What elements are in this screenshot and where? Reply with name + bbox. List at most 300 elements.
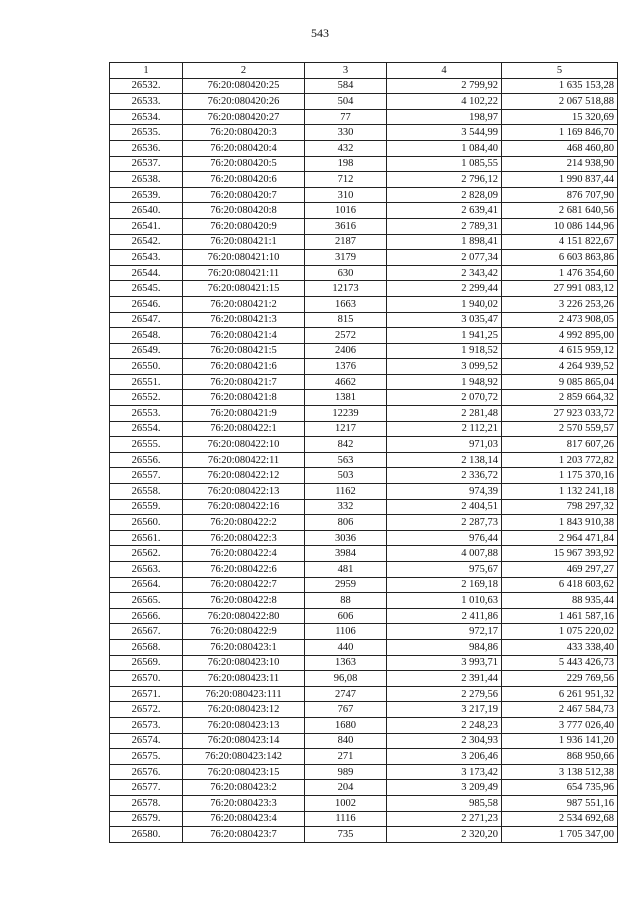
unit-value-cell: 3 099,52 bbox=[387, 359, 502, 375]
unit-value-cell: 984,86 bbox=[387, 639, 502, 655]
area-cell: 88 bbox=[305, 593, 387, 609]
cadastral-number-cell: 76:20:080422:2 bbox=[183, 515, 305, 531]
cadastral-number-cell: 76:20:080422:7 bbox=[183, 577, 305, 593]
unit-value-cell: 1 084,40 bbox=[387, 140, 502, 156]
cadastral-number-cell: 76:20:080423:1 bbox=[183, 639, 305, 655]
row-index-cell: 26576. bbox=[110, 764, 183, 780]
area-cell: 504 bbox=[305, 94, 387, 110]
cadastral-number-cell: 76:20:080423:3 bbox=[183, 795, 305, 811]
area-cell: 1663 bbox=[305, 296, 387, 312]
cadastral-value-cell: 1 169 846,70 bbox=[502, 125, 618, 141]
row-index-cell: 26568. bbox=[110, 639, 183, 655]
cadastral-value-cell: 15 967 393,92 bbox=[502, 546, 618, 562]
cadastral-number-cell: 76:20:080420:7 bbox=[183, 187, 305, 203]
table-row bbox=[110, 234, 618, 250]
row-index-cell: 26558. bbox=[110, 484, 183, 500]
area-cell: 481 bbox=[305, 562, 387, 578]
row-index-cell: 26563. bbox=[110, 562, 183, 578]
column-header-unit-value: 4 bbox=[387, 63, 502, 79]
cadastral-value-cell: 654 735,96 bbox=[502, 780, 618, 796]
table-row bbox=[110, 125, 618, 141]
row-index-cell: 26553. bbox=[110, 406, 183, 422]
row-index-cell: 26548. bbox=[110, 328, 183, 344]
table-row bbox=[110, 546, 618, 562]
row-index-cell: 26557. bbox=[110, 468, 183, 484]
unit-value-cell: 2 138,14 bbox=[387, 452, 502, 468]
unit-value-cell: 3 035,47 bbox=[387, 312, 502, 328]
row-index-cell: 26564. bbox=[110, 577, 183, 593]
area-cell: 1680 bbox=[305, 717, 387, 733]
unit-value-cell: 1 948,92 bbox=[387, 374, 502, 390]
cadastral-number-cell: 76:20:080423:2 bbox=[183, 780, 305, 796]
row-index-cell: 26555. bbox=[110, 437, 183, 453]
unit-value-cell: 2 299,44 bbox=[387, 281, 502, 297]
row-index-cell: 26532. bbox=[110, 78, 183, 94]
row-index-cell: 26546. bbox=[110, 296, 183, 312]
area-cell: 1376 bbox=[305, 359, 387, 375]
cadastral-number-cell: 76:20:080422:12 bbox=[183, 468, 305, 484]
row-index-cell: 26539. bbox=[110, 187, 183, 203]
unit-value-cell: 3 544,99 bbox=[387, 125, 502, 141]
cadastral-number-cell: 76:20:080422:10 bbox=[183, 437, 305, 453]
unit-value-cell: 2 796,12 bbox=[387, 172, 502, 188]
cadastral-number-cell: 76:20:080421:2 bbox=[183, 296, 305, 312]
cadastral-number-cell: 76:20:080420:5 bbox=[183, 156, 305, 172]
cadastral-number-cell: 76:20:080422:6 bbox=[183, 562, 305, 578]
cadastral-value-cell: 987 551,16 bbox=[502, 795, 618, 811]
table-row bbox=[110, 468, 618, 484]
unit-value-cell: 2 411,86 bbox=[387, 608, 502, 624]
row-index-cell: 26554. bbox=[110, 421, 183, 437]
table-row bbox=[110, 296, 618, 312]
cadastral-number-cell: 76:20:080422:3 bbox=[183, 530, 305, 546]
area-cell: 712 bbox=[305, 172, 387, 188]
cadastral-number-cell: 76:20:080421:9 bbox=[183, 406, 305, 422]
unit-value-cell: 2 287,73 bbox=[387, 515, 502, 531]
unit-value-cell: 1 940,02 bbox=[387, 296, 502, 312]
cadastral-value-cell: 2 570 559,57 bbox=[502, 421, 618, 437]
cadastral-value-cell: 27 923 033,72 bbox=[502, 406, 618, 422]
row-index-cell: 26533. bbox=[110, 94, 183, 110]
row-index-cell: 26544. bbox=[110, 265, 183, 281]
cadastral-value-cell: 27 991 083,12 bbox=[502, 281, 618, 297]
area-cell: 2187 bbox=[305, 234, 387, 250]
cadastral-value-cell: 3 226 253,26 bbox=[502, 296, 618, 312]
cadastral-value-cell: 817 607,26 bbox=[502, 437, 618, 453]
unit-value-cell: 3 217,19 bbox=[387, 702, 502, 718]
cadastral-number-cell: 76:20:080423:15 bbox=[183, 764, 305, 780]
table-row bbox=[110, 671, 618, 687]
table-row bbox=[110, 140, 618, 156]
table-row bbox=[110, 593, 618, 609]
area-cell: 989 bbox=[305, 764, 387, 780]
area-cell: 12173 bbox=[305, 281, 387, 297]
cadastral-number-cell: 76:20:080420:3 bbox=[183, 125, 305, 141]
table-row bbox=[110, 624, 618, 640]
row-index-cell: 26537. bbox=[110, 156, 183, 172]
cadastral-value-cell: 2 534 692,68 bbox=[502, 811, 618, 827]
cadastral-value-cell: 15 320,69 bbox=[502, 109, 618, 125]
area-cell: 3984 bbox=[305, 546, 387, 562]
area-cell: 330 bbox=[305, 125, 387, 141]
cadastral-value-cell: 9 085 865,04 bbox=[502, 374, 618, 390]
area-cell: 3179 bbox=[305, 250, 387, 266]
unit-value-cell: 4 102,22 bbox=[387, 94, 502, 110]
row-index-cell: 26534. bbox=[110, 109, 183, 125]
unit-value-cell: 2 169,18 bbox=[387, 577, 502, 593]
unit-value-cell: 2 336,72 bbox=[387, 468, 502, 484]
table-row bbox=[110, 577, 618, 593]
table-row bbox=[110, 484, 618, 500]
cadastral-number-cell: 76:20:080423:12 bbox=[183, 702, 305, 718]
table-row bbox=[110, 437, 618, 453]
cadastral-value-cell: 798 297,32 bbox=[502, 499, 618, 515]
row-index-cell: 26547. bbox=[110, 312, 183, 328]
unit-value-cell: 975,67 bbox=[387, 562, 502, 578]
cadastral-value-cell: 4 615 959,12 bbox=[502, 343, 618, 359]
row-index-cell: 26561. bbox=[110, 530, 183, 546]
cadastral-value-cell: 1 476 354,60 bbox=[502, 265, 618, 281]
cadastral-value-cell: 1 936 141,20 bbox=[502, 733, 618, 749]
cadastral-value-cell: 468 460,80 bbox=[502, 140, 618, 156]
area-cell: 1381 bbox=[305, 390, 387, 406]
unit-value-cell: 2 070,72 bbox=[387, 390, 502, 406]
cadastral-number-cell: 76:20:080421:3 bbox=[183, 312, 305, 328]
row-index-cell: 26579. bbox=[110, 811, 183, 827]
row-index-cell: 26575. bbox=[110, 749, 183, 765]
table-row bbox=[110, 795, 618, 811]
row-index-cell: 26566. bbox=[110, 608, 183, 624]
cadastral-value-cell: 6 418 603,62 bbox=[502, 577, 618, 593]
unit-value-cell: 198,97 bbox=[387, 109, 502, 125]
column-header-area: 3 bbox=[305, 63, 387, 79]
cadastral-number-cell: 76:20:080420:8 bbox=[183, 203, 305, 219]
cadastral-value-cell: 1 635 153,28 bbox=[502, 78, 618, 94]
unit-value-cell: 2 391,44 bbox=[387, 671, 502, 687]
row-index-cell: 26536. bbox=[110, 140, 183, 156]
cadastral-value-cell: 214 938,90 bbox=[502, 156, 618, 172]
table-row bbox=[110, 328, 618, 344]
table-row bbox=[110, 780, 618, 796]
unit-value-cell: 974,39 bbox=[387, 484, 502, 500]
table-row bbox=[110, 203, 618, 219]
cadastral-number-cell: 76:20:080421:5 bbox=[183, 343, 305, 359]
cadastral-value-cell: 229 769,56 bbox=[502, 671, 618, 687]
area-cell: 1002 bbox=[305, 795, 387, 811]
cadastral-value-cell: 1 461 587,16 bbox=[502, 608, 618, 624]
table-row bbox=[110, 515, 618, 531]
unit-value-cell: 2 789,31 bbox=[387, 218, 502, 234]
column-header-cadastral-value: 5 bbox=[502, 63, 618, 79]
cadastral-value-cell: 1 705 347,00 bbox=[502, 827, 618, 843]
area-cell: 198 bbox=[305, 156, 387, 172]
unit-value-cell: 972,17 bbox=[387, 624, 502, 640]
cadastral-value-cell: 2 067 518,88 bbox=[502, 94, 618, 110]
cadastral-value-cell: 4 151 822,67 bbox=[502, 234, 618, 250]
table-row bbox=[110, 702, 618, 718]
unit-value-cell: 971,03 bbox=[387, 437, 502, 453]
cadastral-number-cell: 76:20:080421:4 bbox=[183, 328, 305, 344]
cadastral-value-cell: 1 132 241,18 bbox=[502, 484, 618, 500]
cadastral-number-cell: 76:20:080420:4 bbox=[183, 140, 305, 156]
area-cell: 563 bbox=[305, 452, 387, 468]
table-row bbox=[110, 109, 618, 125]
area-cell: 440 bbox=[305, 639, 387, 655]
row-index-cell: 26574. bbox=[110, 733, 183, 749]
row-index-cell: 26572. bbox=[110, 702, 183, 718]
table-row bbox=[110, 172, 618, 188]
cadastral-number-cell: 76:20:080421:1 bbox=[183, 234, 305, 250]
table-row bbox=[110, 343, 618, 359]
row-index-cell: 26542. bbox=[110, 234, 183, 250]
row-index-cell: 26535. bbox=[110, 125, 183, 141]
unit-value-cell: 1 010,63 bbox=[387, 593, 502, 609]
table-row bbox=[110, 562, 618, 578]
unit-value-cell: 2 404,51 bbox=[387, 499, 502, 515]
unit-value-cell: 3 209,49 bbox=[387, 780, 502, 796]
area-cell: 2572 bbox=[305, 328, 387, 344]
cadastral-number-cell: 76:20:080421:8 bbox=[183, 390, 305, 406]
unit-value-cell: 976,44 bbox=[387, 530, 502, 546]
cadastral-number-cell: 76:20:080421:6 bbox=[183, 359, 305, 375]
row-index-cell: 26560. bbox=[110, 515, 183, 531]
table-row bbox=[110, 94, 618, 110]
table-row bbox=[110, 156, 618, 172]
cadastral-number-cell: 76:20:080422:80 bbox=[183, 608, 305, 624]
cadastral-number-cell: 76:20:080421:10 bbox=[183, 250, 305, 266]
cadastral-value-cell: 3 777 026,40 bbox=[502, 717, 618, 733]
cadastral-value-cell: 6 261 951,32 bbox=[502, 686, 618, 702]
table-row bbox=[110, 811, 618, 827]
area-cell: 12239 bbox=[305, 406, 387, 422]
cadastral-value-cell: 469 297,27 bbox=[502, 562, 618, 578]
area-cell: 1106 bbox=[305, 624, 387, 640]
area-cell: 310 bbox=[305, 187, 387, 203]
row-index-cell: 26570. bbox=[110, 671, 183, 687]
unit-value-cell: 2 077,34 bbox=[387, 250, 502, 266]
area-cell: 3616 bbox=[305, 218, 387, 234]
table-row bbox=[110, 749, 618, 765]
row-index-cell: 26552. bbox=[110, 390, 183, 406]
cadastral-number-cell: 76:20:080422:1 bbox=[183, 421, 305, 437]
unit-value-cell: 2 639,41 bbox=[387, 203, 502, 219]
unit-value-cell: 1 085,55 bbox=[387, 156, 502, 172]
cadastral-number-cell: 76:20:080422:11 bbox=[183, 452, 305, 468]
row-index-cell: 26580. bbox=[110, 827, 183, 843]
area-cell: 1217 bbox=[305, 421, 387, 437]
area-cell: 432 bbox=[305, 140, 387, 156]
unit-value-cell: 3 993,71 bbox=[387, 655, 502, 671]
row-index-cell: 26541. bbox=[110, 218, 183, 234]
row-index-cell: 26565. bbox=[110, 593, 183, 609]
cadastral-value-cell: 1 203 772,82 bbox=[502, 452, 618, 468]
cadastral-value-cell: 2 467 584,73 bbox=[502, 702, 618, 718]
area-cell: 4662 bbox=[305, 374, 387, 390]
cadastral-number-cell: 76:20:080423:111 bbox=[183, 686, 305, 702]
unit-value-cell: 2 304,93 bbox=[387, 733, 502, 749]
cadastral-value-cell: 4 264 939,52 bbox=[502, 359, 618, 375]
cadastral-number-cell: 76:20:080420:26 bbox=[183, 94, 305, 110]
area-cell: 606 bbox=[305, 608, 387, 624]
cadastral-value-cell: 1 990 837,44 bbox=[502, 172, 618, 188]
cadastral-value-cell: 868 950,66 bbox=[502, 749, 618, 765]
table-row bbox=[110, 608, 618, 624]
unit-value-cell: 1 941,25 bbox=[387, 328, 502, 344]
row-index-cell: 26573. bbox=[110, 717, 183, 733]
table-row bbox=[110, 655, 618, 671]
table-row bbox=[110, 281, 618, 297]
unit-value-cell: 1 918,52 bbox=[387, 343, 502, 359]
unit-value-cell: 2 281,48 bbox=[387, 406, 502, 422]
row-index-cell: 26578. bbox=[110, 795, 183, 811]
area-cell: 840 bbox=[305, 733, 387, 749]
column-header-cadastral-number: 2 bbox=[183, 63, 305, 79]
area-cell: 842 bbox=[305, 437, 387, 453]
cadastral-value-cell: 1 075 220,02 bbox=[502, 624, 618, 640]
area-cell: 1016 bbox=[305, 203, 387, 219]
area-cell: 1116 bbox=[305, 811, 387, 827]
row-index-cell: 26559. bbox=[110, 499, 183, 515]
cadastral-number-cell: 76:20:080423:11 bbox=[183, 671, 305, 687]
table-row bbox=[110, 452, 618, 468]
area-cell: 332 bbox=[305, 499, 387, 515]
column-header-index: 1 bbox=[110, 63, 183, 79]
cadastral-value-cell: 2 859 664,32 bbox=[502, 390, 618, 406]
table-row bbox=[110, 187, 618, 203]
cadastral-number-cell: 76:20:080423:7 bbox=[183, 827, 305, 843]
unit-value-cell: 2 271,23 bbox=[387, 811, 502, 827]
cadastral-value-cell: 88 935,44 bbox=[502, 593, 618, 609]
cadastral-number-cell: 76:20:080422:8 bbox=[183, 593, 305, 609]
row-index-cell: 26551. bbox=[110, 374, 183, 390]
row-index-cell: 26556. bbox=[110, 452, 183, 468]
unit-value-cell: 3 173,42 bbox=[387, 764, 502, 780]
cadastral-value-cell: 1 843 910,38 bbox=[502, 515, 618, 531]
table-row bbox=[110, 250, 618, 266]
cadastral-number-cell: 76:20:080423:13 bbox=[183, 717, 305, 733]
row-index-cell: 26567. bbox=[110, 624, 183, 640]
page-number: 543 bbox=[311, 26, 329, 40]
area-cell: 204 bbox=[305, 780, 387, 796]
unit-value-cell: 2 343,42 bbox=[387, 265, 502, 281]
unit-value-cell: 4 007,88 bbox=[387, 546, 502, 562]
row-index-cell: 26562. bbox=[110, 546, 183, 562]
table-row bbox=[110, 390, 618, 406]
cadastral-value-table bbox=[109, 62, 618, 843]
table-row bbox=[110, 78, 618, 94]
area-cell: 96,08 bbox=[305, 671, 387, 687]
table-row bbox=[110, 499, 618, 515]
row-index-cell: 26550. bbox=[110, 359, 183, 375]
area-cell: 735 bbox=[305, 827, 387, 843]
table-row bbox=[110, 764, 618, 780]
cadastral-number-cell: 76:20:080422:4 bbox=[183, 546, 305, 562]
cadastral-value-cell: 876 707,90 bbox=[502, 187, 618, 203]
cadastral-number-cell: 76:20:080422:9 bbox=[183, 624, 305, 640]
cadastral-number-cell: 76:20:080423:4 bbox=[183, 811, 305, 827]
table-row bbox=[110, 218, 618, 234]
row-index-cell: 26538. bbox=[110, 172, 183, 188]
row-index-cell: 26549. bbox=[110, 343, 183, 359]
cadastral-number-cell: 76:20:080423:14 bbox=[183, 733, 305, 749]
table-body bbox=[110, 78, 618, 842]
area-cell: 767 bbox=[305, 702, 387, 718]
cadastral-number-cell: 76:20:080421:11 bbox=[183, 265, 305, 281]
table-header-row bbox=[110, 63, 618, 79]
table-row bbox=[110, 639, 618, 655]
row-index-cell: 26543. bbox=[110, 250, 183, 266]
table-row bbox=[110, 374, 618, 390]
area-cell: 2747 bbox=[305, 686, 387, 702]
area-cell: 271 bbox=[305, 749, 387, 765]
cadastral-number-cell: 76:20:080423:10 bbox=[183, 655, 305, 671]
area-cell: 2959 bbox=[305, 577, 387, 593]
unit-value-cell: 985,58 bbox=[387, 795, 502, 811]
unit-value-cell: 3 206,46 bbox=[387, 749, 502, 765]
cadastral-value-cell: 4 992 895,00 bbox=[502, 328, 618, 344]
table-row bbox=[110, 421, 618, 437]
row-index-cell: 26571. bbox=[110, 686, 183, 702]
unit-value-cell: 2 248,23 bbox=[387, 717, 502, 733]
cadastral-value-cell: 2 964 471,84 bbox=[502, 530, 618, 546]
unit-value-cell: 2 799,92 bbox=[387, 78, 502, 94]
unit-value-cell: 2 828,09 bbox=[387, 187, 502, 203]
row-index-cell: 26545. bbox=[110, 281, 183, 297]
table-row bbox=[110, 312, 618, 328]
cadastral-number-cell: 76:20:080420:25 bbox=[183, 78, 305, 94]
cadastral-number-cell: 76:20:080420:6 bbox=[183, 172, 305, 188]
unit-value-cell: 2 279,56 bbox=[387, 686, 502, 702]
row-index-cell: 26540. bbox=[110, 203, 183, 219]
area-cell: 630 bbox=[305, 265, 387, 281]
area-cell: 806 bbox=[305, 515, 387, 531]
area-cell: 1162 bbox=[305, 484, 387, 500]
area-cell: 77 bbox=[305, 109, 387, 125]
cadastral-value-cell: 2 473 908,05 bbox=[502, 312, 618, 328]
cadastral-number-cell: 76:20:080423:142 bbox=[183, 749, 305, 765]
row-index-cell: 26577. bbox=[110, 780, 183, 796]
area-cell: 2406 bbox=[305, 343, 387, 359]
unit-value-cell: 2 112,21 bbox=[387, 421, 502, 437]
cadastral-number-cell: 76:20:080420:9 bbox=[183, 218, 305, 234]
unit-value-cell: 2 320,20 bbox=[387, 827, 502, 843]
cadastral-value-cell: 1 175 370,16 bbox=[502, 468, 618, 484]
cadastral-value-cell: 5 443 426,73 bbox=[502, 655, 618, 671]
row-index-cell: 26569. bbox=[110, 655, 183, 671]
area-cell: 584 bbox=[305, 78, 387, 94]
cadastral-value-cell: 6 603 863,86 bbox=[502, 250, 618, 266]
cadastral-number-cell: 76:20:080421:7 bbox=[183, 374, 305, 390]
cadastral-number-cell: 76:20:080420:27 bbox=[183, 109, 305, 125]
area-cell: 1363 bbox=[305, 655, 387, 671]
cadastral-number-cell: 76:20:080421:15 bbox=[183, 281, 305, 297]
table-row bbox=[110, 265, 618, 281]
area-cell: 503 bbox=[305, 468, 387, 484]
cadastral-number-cell: 76:20:080422:16 bbox=[183, 499, 305, 515]
table-row bbox=[110, 406, 618, 422]
cadastral-value-cell: 10 086 144,96 bbox=[502, 218, 618, 234]
table-row bbox=[110, 827, 618, 843]
cadastral-number-cell: 76:20:080422:13 bbox=[183, 484, 305, 500]
table-row bbox=[110, 686, 618, 702]
table-row bbox=[110, 733, 618, 749]
table-row bbox=[110, 717, 618, 733]
area-cell: 815 bbox=[305, 312, 387, 328]
table-row bbox=[110, 530, 618, 546]
table-row bbox=[110, 359, 618, 375]
area-cell: 3036 bbox=[305, 530, 387, 546]
cadastral-value-cell: 433 338,40 bbox=[502, 639, 618, 655]
